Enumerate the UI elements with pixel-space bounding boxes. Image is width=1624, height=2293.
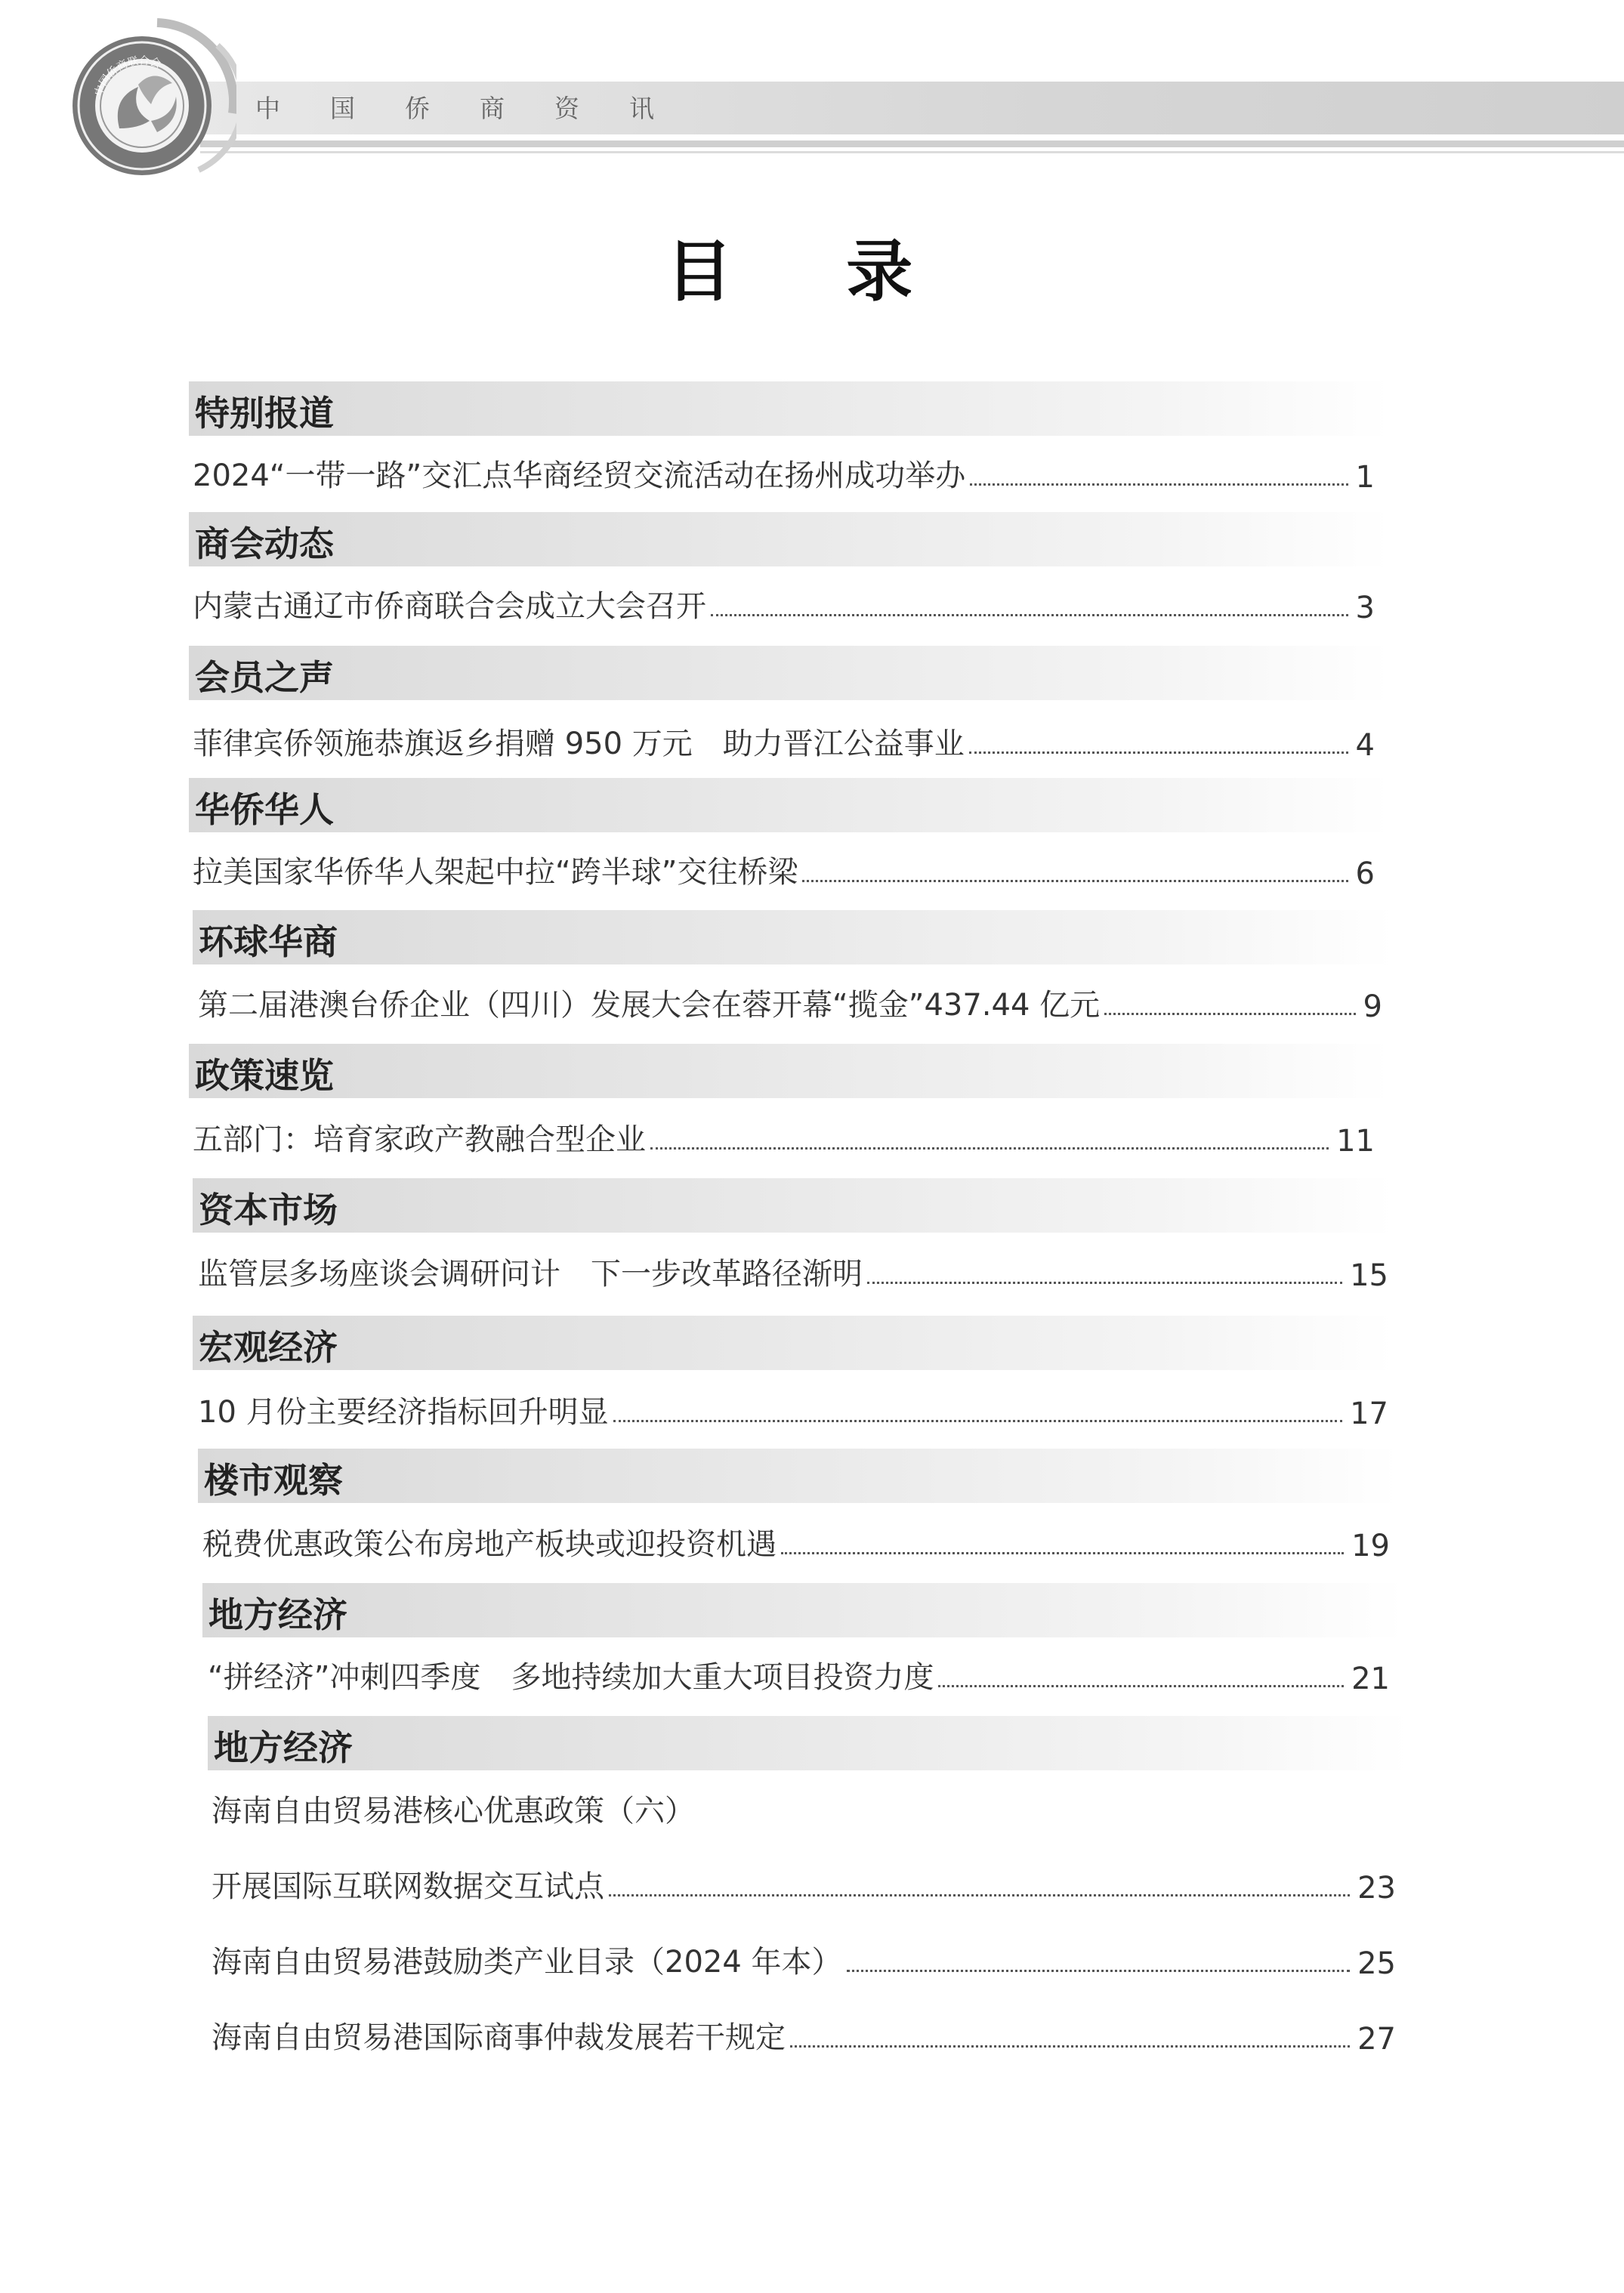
toc-entry-page: 6 [1355,856,1375,891]
section-title: 地方经济 [214,1727,353,1768]
toc-entry[interactable] [193,1113,1375,1159]
dot-leader [867,1282,1342,1284]
section-title: 宏观经济 [199,1327,338,1368]
dot-leader [613,1420,1342,1422]
toc-entry-title: 海南自由贸易港鼓励类产业目录（2024 年本） [211,1945,842,1980]
dot-leader [781,1552,1344,1554]
section-title: 商会动态 [195,523,334,564]
toc-entry-page: 3 [1355,591,1375,625]
toc-entry-page: 25 [1357,1946,1396,1981]
section-header [208,1716,1409,1770]
toc-entry-page: 19 [1351,1529,1390,1563]
header-char: 侨 [405,94,430,123]
toc-entry[interactable] [193,449,1375,495]
header-char: 国 [330,94,355,123]
dot-leader [969,751,1348,754]
header-rule [200,140,1624,147]
toc-entry-title: 海南自由贸易港国际商事仲裁发展若干规定 [211,2020,786,2055]
dot-leader [1104,1013,1355,1015]
toc-entry[interactable] [193,580,1375,625]
section-header [198,1449,1399,1503]
section-title: 地方经济 [208,1594,347,1635]
section-title: 会员之声 [195,657,334,698]
toc-entry-title: 10 月份主要经济指标回升明显 [198,1395,609,1430]
section-title: 环球华商 [199,921,338,962]
toc-entry-title: 内蒙古通辽市侨商联合会成立大会召开 [193,589,706,624]
toc-entry-title: 菲律宾侨领施恭旗返乡捐赠 950 万元 助力晋江公益事业 [193,727,965,761]
toc-entry-page: 21 [1351,1662,1390,1696]
toc-entry-page: 9 [1363,989,1382,1024]
toc-entry-page: 17 [1350,1396,1388,1431]
toc-entry-page: 15 [1350,1258,1388,1293]
dot-leader [938,1685,1344,1687]
toc-entry-title: 2024“一带一路”交汇点华商经贸交流活动在扬州成功举办 [193,458,966,493]
toc-entry[interactable] [198,1248,1388,1293]
dot-leader [847,1970,1351,1972]
header-char: 中 [255,94,280,123]
section-header [193,910,1394,964]
logo-text: 中国侨商联合会 [92,54,162,98]
toc-entry[interactable] [193,718,1375,763]
toc-entry[interactable] [211,2011,1396,2057]
toc-entry-title: 拉美国家华侨华人架起中拉“跨半球”交往桥梁 [193,855,798,890]
section-header [189,1044,1390,1098]
toc-entry[interactable] [211,1936,1396,1981]
dot-leader [970,483,1348,486]
section-header [189,646,1390,700]
toc-entry[interactable] [208,1651,1390,1696]
toc-entry-title: 开展国际互联网数据交互试点 [211,1869,604,1904]
toc-entry[interactable] [198,979,1382,1024]
header-title [255,89,654,125]
toc-entry-title: 五部门：培育家政产教融合型企业 [193,1122,646,1157]
section-title: 特别报道 [195,393,334,434]
section-header [189,512,1390,566]
toc-entry-title: 监管层多场座谈会调研问计 下一步改革路径渐明 [198,1257,863,1292]
dot-leader [790,2045,1350,2048]
dot-leader [650,1147,1329,1150]
header-rule-thin [200,151,1624,153]
section-header [189,778,1390,832]
dot-leader [711,614,1348,616]
toc-entry-page: 23 [1357,1871,1396,1906]
section-header [189,381,1390,436]
toc-entry-title: “拼经济”冲刺四季度 多地持续加大重大项目投资力度 [208,1660,934,1695]
section-title: 楼市观察 [204,1460,343,1501]
toc-entry[interactable] [193,846,1375,891]
toc-entry-page: 1 [1355,460,1375,495]
header-char: 商 [480,94,505,123]
section-title: 华侨华人 [195,789,334,830]
dot-leader [802,880,1348,882]
toc-entry-page: 11 [1336,1124,1375,1159]
toc-entry-page: 27 [1357,2022,1396,2057]
section-header [202,1583,1403,1637]
header-char: 资 [554,94,579,123]
toc-entry[interactable] [202,1518,1390,1563]
page-title: 目 录 [665,233,959,310]
header-char: 讯 [629,94,654,123]
logo-seal-icon [66,15,236,185]
toc-entry-title: 海南自由贸易港核心优惠政策（六） [211,1794,695,1829]
toc-entry-page: 4 [1355,728,1375,763]
section-title: 资本市场 [199,1190,338,1230]
section-title: 政策速览 [195,1055,334,1096]
section-header [193,1316,1394,1370]
toc-entry-title: 税费优惠政策公布房地产板块或迎投资机遇 [202,1527,776,1562]
dot-leader [609,1894,1350,1896]
toc-entry[interactable] [211,1785,1396,1830]
toc-entry[interactable] [198,1386,1388,1431]
section-header [193,1178,1394,1233]
toc-entry[interactable] [211,1860,1396,1906]
toc-entry-title: 第二届港澳台侨企业（四川）发展大会在蓉开幕“揽金”437.44 亿元 [198,988,1101,1023]
